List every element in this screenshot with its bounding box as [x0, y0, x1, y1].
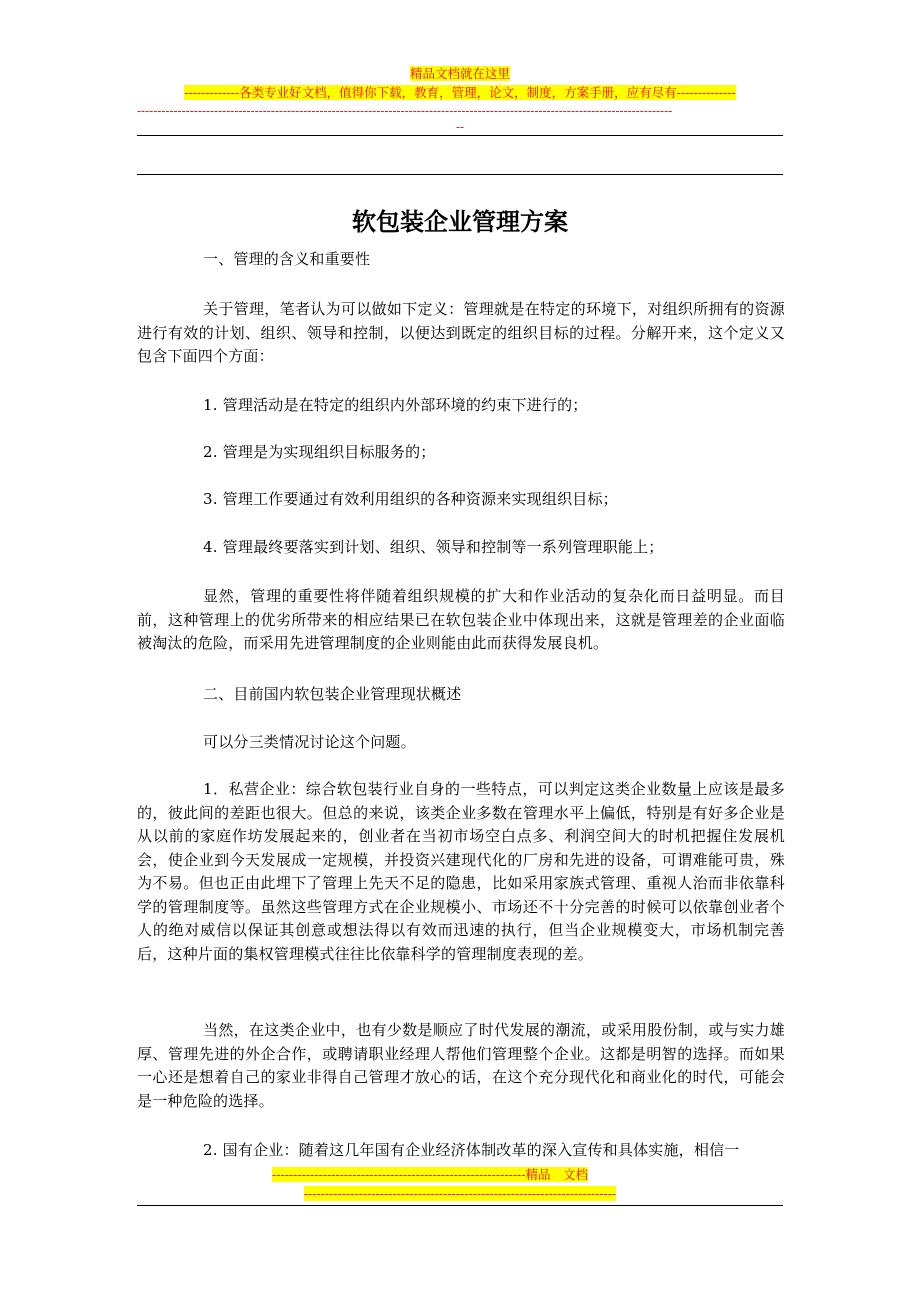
header-tagline [0, 85, 920, 101]
header-rule-bottom [137, 174, 783, 175]
header-tagline-text: -------------各类专业好文档，值得你下载，教育，管理，论文，制度，方案手册，应有尽有-------------- [184, 85, 736, 100]
section-heading-2: 二、目前国内软包装企业管理现状概述 [203, 685, 462, 703]
header-top-label [0, 66, 920, 82]
list-item-2: 2. 管理是为实现组织目标服务的； [203, 443, 436, 461]
section-heading-1: 一、管理的含义和重要性 [203, 250, 371, 268]
document-title: 软包装企业管理方案 [352, 208, 568, 236]
paragraph-intro: 可以分三类情况讨论这个问题。 [203, 733, 416, 751]
footer-line-1 [0, 1167, 890, 1183]
footer-line-1-text: ------------------------------------------------------------精品 文档 [272, 1167, 588, 1182]
paragraph-private-enterprise: 1．私营企业：综合软包装行业自身的一些特点，可以判定这类企业数量上应该是最多的，彼此间的差距也很大。但总的来说，该类企业多数在管理水平上偏低，特别是有好多企业是从以前的家庭作坊发展起来的，创业者在当初市场空白点多、利润空间大的时机把握住发展机会，使企业到今天发展成一定规模，并投资兴建现代化的厂房和先进的设备，可谓难能可贵，殊为不易。但也正由此埋下了管理上先天不足的隐患，比如采用家族式管理、重视人治而非依靠科学的管理制度等。虽然这些管理方式在企业规模小、市场还不十分完善的时候可以依靠创业者个人的绝对威信以保证其创意或想法得以有效而迅速的执行，但当企业规模变大，市场机制完善后，这种片面的集权管理模式往往比依靠科学的管理制度表现的差。 [137, 780, 785, 963]
paragraph-definition: 关于管理，笔者认为可以做如下定义：管理就是在特定的环境下，对组织所拥有的资源进行有效的计划、组织、领导和控制，以便达到既定的组织目标的过程。分解开来，这个定义又包含下面四个方面： [137, 300, 785, 365]
paragraph-state-enterprise: 2. 国有企业：随着这几年国有企业经济体制改革的深入宣传和具体实施，相信一 [203, 1141, 740, 1159]
header-top-label-text: 精品文档就在这里 [409, 66, 510, 81]
header-dash-line: ------------------------------------------------------------------------------------------------------------------------------------ [137, 104, 673, 118]
list-item-3: 3. 管理工作要通过有效利用组织的各种资源来实现组织目标； [203, 490, 618, 508]
paragraph-exceptions: 当然，在这类企业中，也有少数是顺应了时代发展的潮流，或采用股份制，或与实力雄厚、管理先进的外企合作，或聘请职业经理人帮他们管理整个企业。这都是明智的选择。而如果一心还是想着自己的家业非得自己管理才放心的话，在这个充分现代化和商业化的时代，可能会是一种危险的选择。 [137, 1021, 785, 1110]
list-item-4: 4. 管理最终要落实到计划、组织、领导和控制等一系列管理职能上； [203, 538, 664, 556]
footer-line-2 [0, 1186, 920, 1202]
header-rule-top [137, 135, 783, 136]
paragraph-importance: 显然，管理的重要性将伴随着组织规模的扩大和作业活动的复杂化而日益明显。而目前，这种管理上的优劣所带来的相应结果已在软包装企业中体现出来，这就是管理差的企业面临被淘汰的危险，而采用先进管理制度的企业则能由此而获得发展良机。 [137, 587, 785, 652]
header-dash-tail: -- [455, 120, 465, 134]
footer-line-2-text: -------------------------------------------------------------------------- [303, 1186, 617, 1201]
list-item-1: 1. 管理活动是在特定的组织内外部环境的约束下进行的； [203, 396, 588, 414]
footer-rule [137, 1205, 783, 1206]
